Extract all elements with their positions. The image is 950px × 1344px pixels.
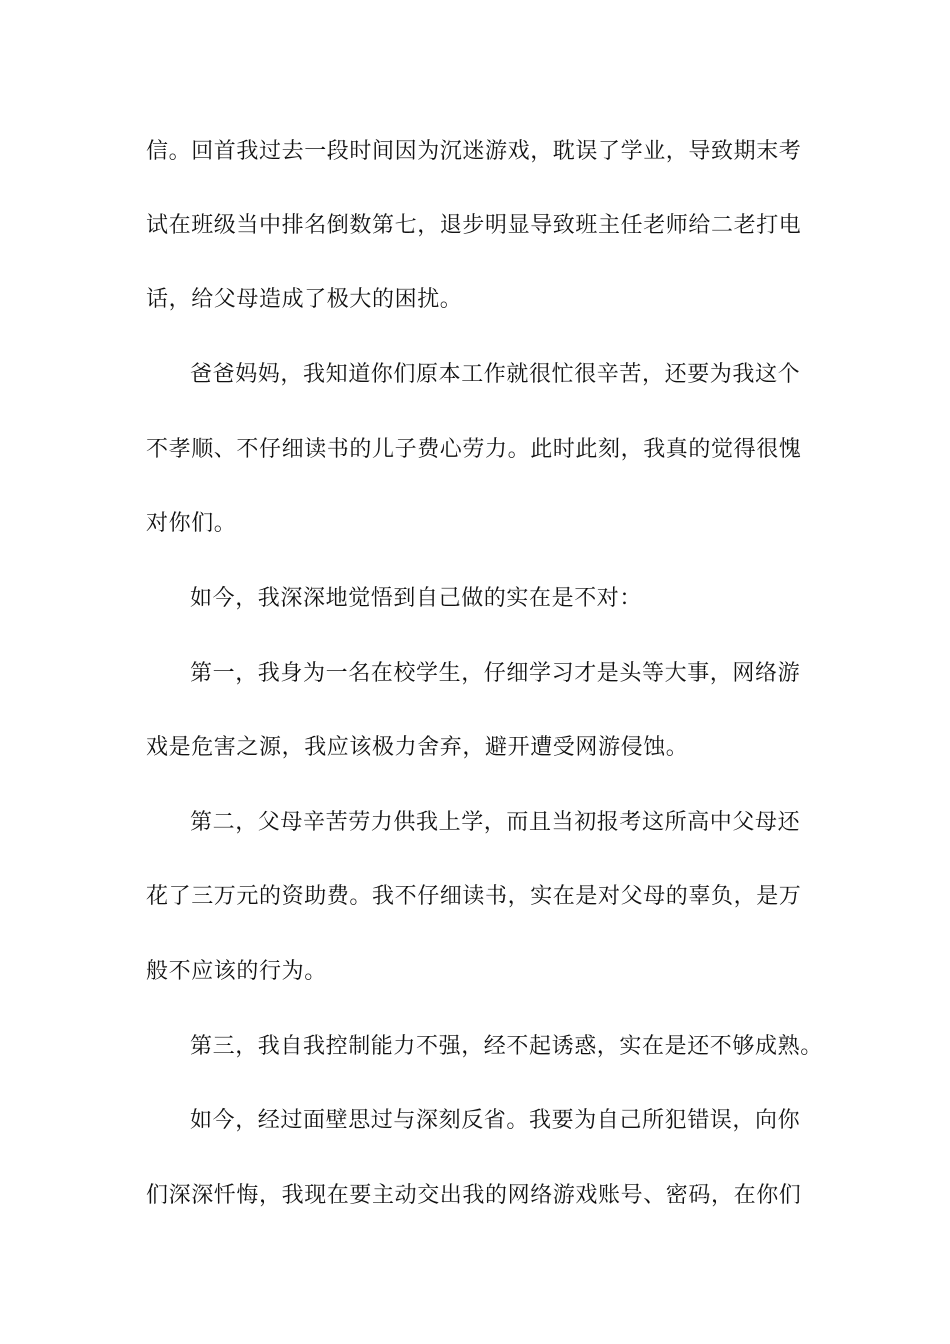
text-line-10: 第二，父母辛苦劳力供我上学，而且当初报考这所高中父母还 <box>190 810 801 835</box>
text-line-14: 如今，经过面壁思过与深刻反省。我要为自己所犯错误，向你 <box>190 1108 801 1133</box>
text-line-12: 般不应该的行为。 <box>146 959 327 984</box>
text-line-2: 试在班级当中排名倒数第七，退步明显导致班主任老师给二老打电 <box>146 213 802 238</box>
text-line-11: 花了三万元的资助费。我不仔细读书，实在是对父母的辜负，是万 <box>146 884 802 909</box>
text-line-1: 信。回首我过去一段时间因为沉迷游戏，耽误了学业，导致期末考 <box>146 139 802 164</box>
text-line-4: 爸爸妈妈，我知道你们原本工作就很忙很辛苦，还要为我这个 <box>190 362 801 387</box>
text-line-5: 不孝顺、不仔细读书的儿子费心劳力。此时此刻，我真的觉得很愧 <box>146 437 802 462</box>
text-line-6: 对你们。 <box>146 511 237 536</box>
text-line-7: 如今，我深深地觉悟到自己做的实在是不对： <box>190 586 643 611</box>
text-line-3: 话，给父母造成了极大的困扰。 <box>146 287 463 312</box>
text-line-13: 第三，我自我控制能力不强，经不起诱惑，实在是还不够成熟。 <box>190 1034 823 1059</box>
text-line-9: 戏是危害之源，我应该极力舍弃，避开遭受网游侵蚀。 <box>146 735 689 760</box>
text-line-15: 们深深忏悔，我现在要主动交出我的网络游戏账号、密码，在你们 <box>146 1183 802 1208</box>
text-line-8: 第一，我身为一名在校学生，仔细学习才是头等大事，网络游 <box>190 661 801 686</box>
